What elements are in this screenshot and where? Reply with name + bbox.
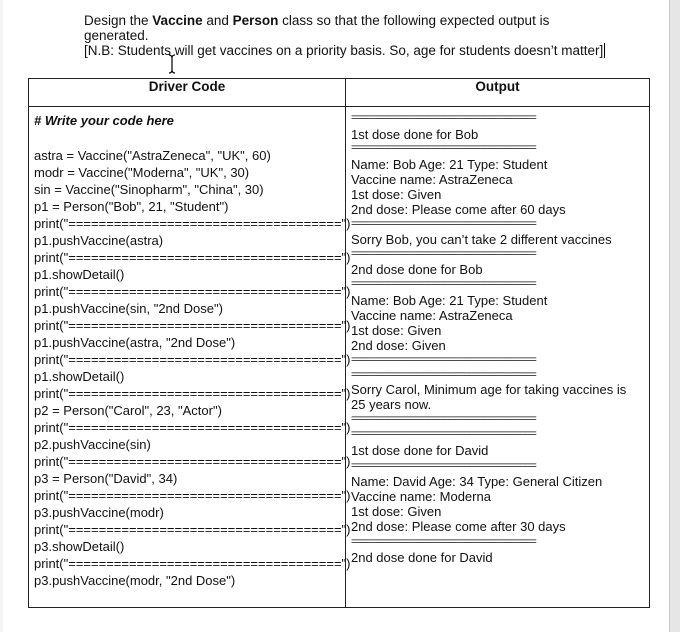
output-line: Sorry Carol, Minimum age for taking vaccines is 25 years now. xyxy=(351,382,627,412)
output-separator: ==================================== xyxy=(351,248,536,260)
document-scrollbar-gutter[interactable] xyxy=(669,0,680,632)
code-line: p1.pushVaccine(astra) xyxy=(34,233,164,248)
code-line: print("====================================") xyxy=(34,216,351,231)
intro-text: class so that the following expected output is xyxy=(278,13,550,28)
intro-line-2: generated. xyxy=(84,28,149,43)
output-line: Name: Bob Age: 21 Type: Student xyxy=(351,293,548,308)
ibeam-cursor-icon xyxy=(166,54,178,74)
code-line: sin = Vaccine("Sinopharm", "China", 30) xyxy=(34,182,264,197)
output-separator: ==================================== xyxy=(351,428,536,440)
code-line: p1.showDetail() xyxy=(34,267,125,282)
driver-output-table xyxy=(28,78,650,608)
code-line: print("====================================") xyxy=(34,420,351,435)
intro-text: Design the xyxy=(84,13,153,28)
code-line: p1.pushVaccine(astra, "2nd Dose") xyxy=(34,335,236,350)
code-line: print("====================================") xyxy=(34,352,351,367)
text-caret xyxy=(604,43,605,58)
code-line: modr = Vaccine("Moderna", "UK", 30) xyxy=(34,165,250,180)
code-line: astra = Vaccine("AstraZeneca", "UK", 60) xyxy=(34,148,271,163)
output-line: Vaccine name: AstraZeneca xyxy=(351,308,513,323)
person-class-name: Person xyxy=(232,13,279,28)
output-separator: ==================================== xyxy=(351,369,536,381)
driver-code-header: Driver Code xyxy=(29,79,346,107)
output-cell xyxy=(346,107,650,608)
output-line: 1st dose: Given xyxy=(351,504,442,519)
code-line: p3.pushVaccine(modr, "2nd Dose") xyxy=(34,573,236,588)
code-line: print("====================================") xyxy=(34,488,351,503)
code-line: print("====================================") xyxy=(34,522,351,537)
output-line: 2nd dose: Please come after 30 days xyxy=(351,519,566,534)
output-separator: ==================================== xyxy=(351,112,536,124)
output-separator: ==================================== xyxy=(351,354,536,366)
output-line: 1st dose done for David xyxy=(351,443,489,458)
output-separator: ==================================== xyxy=(351,413,536,425)
code-line: p2.pushVaccine(sin) xyxy=(34,437,151,452)
code-comment: # Write your code here xyxy=(34,113,174,128)
code-line: p1.showDetail() xyxy=(34,369,125,384)
output-line: 2nd dose done for David xyxy=(351,550,493,565)
output-line: 2nd dose done for Bob xyxy=(351,262,483,277)
output-separator: ==================================== xyxy=(351,218,536,230)
question-text xyxy=(84,13,644,58)
output-line: 2nd dose: Given xyxy=(351,338,446,353)
output-separator: ==================================== xyxy=(351,460,536,472)
output-line: 1st dose: Given xyxy=(351,187,442,202)
code-line: p3.pushVaccine(modr) xyxy=(34,505,164,520)
output-separator: ==================================== xyxy=(351,142,536,154)
output-line: Vaccine name: AstraZeneca xyxy=(351,172,513,187)
output-line: Vaccine name: Moderna xyxy=(351,489,491,504)
output-line: 1st dose: Given xyxy=(351,323,442,338)
code-line: p3 = Person("David", 34) xyxy=(34,471,178,486)
code-line: print("====================================") xyxy=(34,250,351,265)
note-text: [N.B: Students will get vaccines on a priority basis. So, age for students doesn’t matter] xyxy=(84,43,604,58)
code-line: print("====================================") xyxy=(34,454,351,469)
output-header: Output xyxy=(346,79,650,107)
code-line: print("====================================") xyxy=(34,318,351,333)
code-line: p1 = Person("Bob", 21, "Student") xyxy=(34,199,229,214)
output-line: 1st dose done for Bob xyxy=(351,127,479,142)
code-line: print("====================================") xyxy=(34,556,351,571)
output-line: Name: David Age: 34 Type: General Citizen xyxy=(351,474,603,489)
vaccine-class-name: Vaccine xyxy=(152,13,203,28)
code-line: print("====================================") xyxy=(34,284,351,299)
intro-text: and xyxy=(202,13,233,28)
code-line: p2 = Person("Carol", 23, "Actor") xyxy=(34,403,222,418)
driver-code-cell[interactable] xyxy=(29,107,351,608)
code-line: p1.pushVaccine(sin, "2nd Dose") xyxy=(34,301,223,316)
output-line: Sorry Bob, you can’t take 2 different vaccines xyxy=(351,232,612,247)
page-left-margin xyxy=(0,0,3,632)
output-line: Name: Bob Age: 21 Type: Student xyxy=(351,157,548,172)
intro-line-1 xyxy=(84,13,644,28)
output-line: 2nd dose: Please come after 60 days xyxy=(351,202,566,217)
code-line: p3.showDetail() xyxy=(34,539,125,554)
code-line: print("====================================") xyxy=(34,386,351,401)
output-separator: ==================================== xyxy=(351,536,536,548)
output-separator: ==================================== xyxy=(351,278,536,290)
